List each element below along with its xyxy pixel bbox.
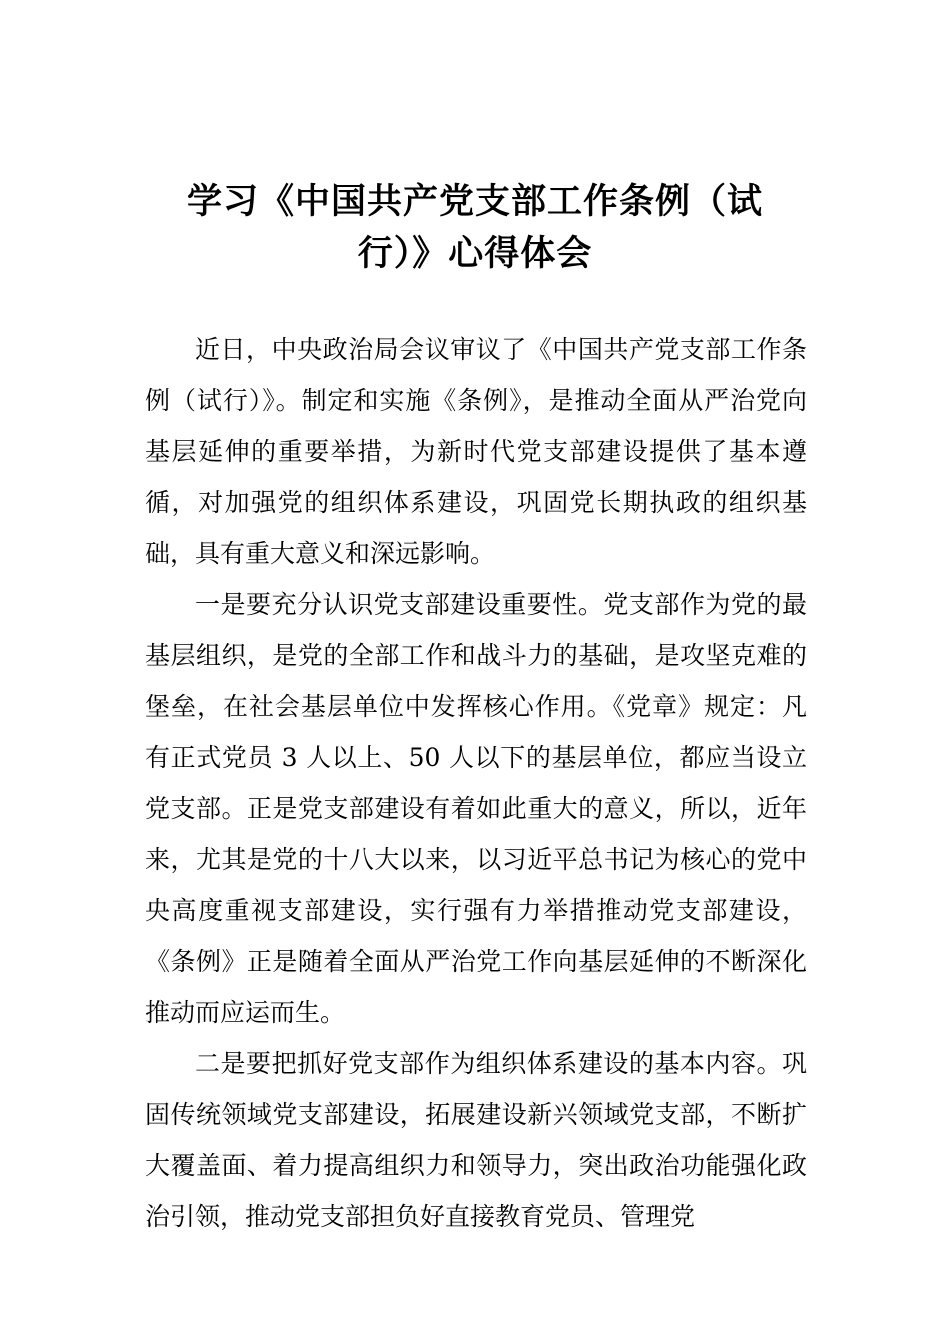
document-body <box>145 324 807 1242</box>
title-line-2: 行）》心得体会 <box>357 234 593 274</box>
document-title <box>150 176 800 280</box>
paragraph-point-one: 一是要充分认识党支部建设重要性。党支部作为党的最基层组织，是党的全部工作和战斗力的基础，是攻坚克难的堡垒，在社会基层单位中发挥核心作用。《党章》规定：凡有正式党员 3 人以上、50 人以下的基层单位，都应当设立党支部。正是党支部建设有着如此重大的意义，所以，近年来，尤其是党的十八大以来，以习近平总书记为核心的党中央高度重视支部建设，实行强有力举措推动党支部建设，《条例》正是随着全面从严治党工作向基层延伸的不断深化推动而应运而生。 <box>145 590 807 1027</box>
paragraph-intro: 近日，中央政治局会议审议了《中国共产党支部工作条例（试行）》。制定和实施《条例》，是推动全面从严治党向基层延伸的重要举措，为新时代党支部建设提供了基本遵循，对加强党的组织体系建设，巩固党长期执政的组织基础，具有重大意义和深远影响。 <box>145 335 807 568</box>
paragraph-point-two: 二是要把抓好党支部作为组织体系建设的基本内容。巩固传统领域党支部建设，拓展建设新兴领域党支部，不断扩大覆盖面、着力提高组织力和领导力，突出政治功能强化政治引领，推动党支部担负好直接教育党员、管理党 <box>145 1049 807 1231</box>
title-line-1: 学习《中国共产党支部工作条例（试 <box>186 182 763 222</box>
